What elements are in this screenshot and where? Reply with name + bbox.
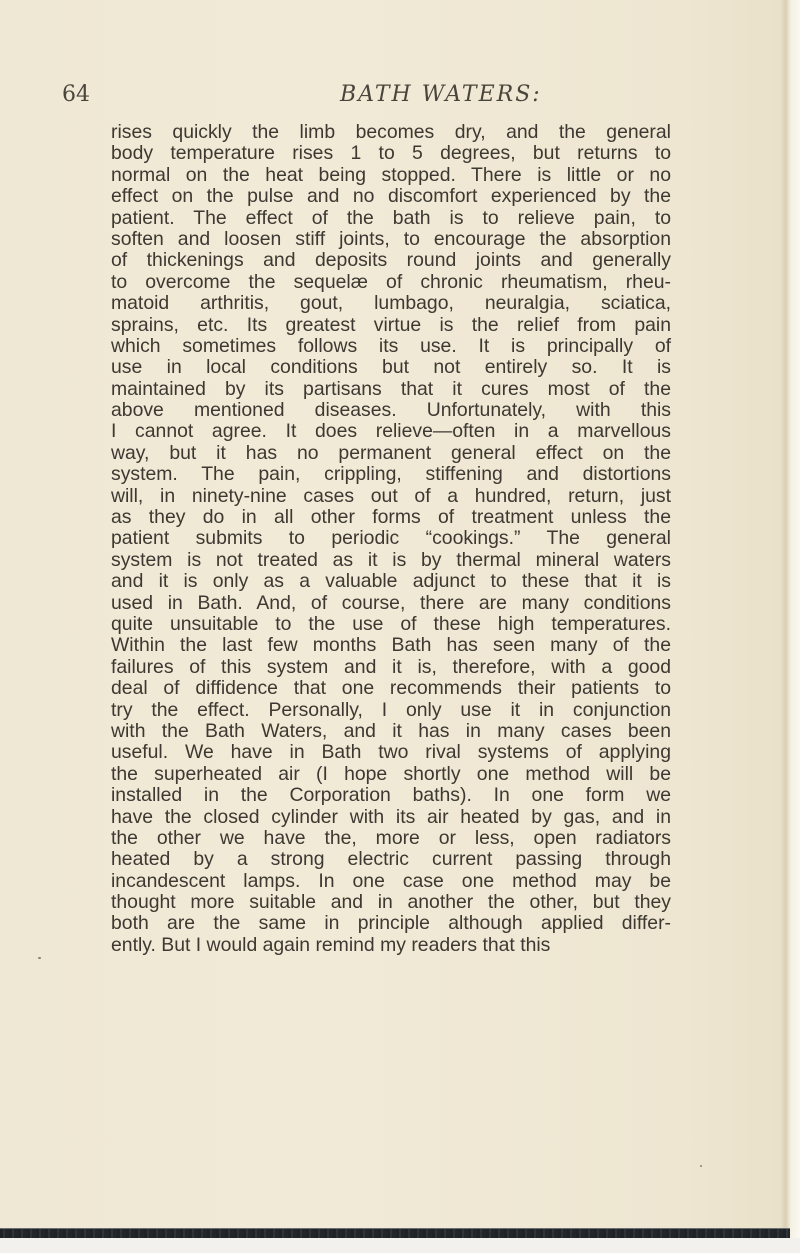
text-line: the superheated air (I hope shortly one method will be (111, 762, 671, 785)
page-header (62, 82, 662, 112)
text-line: rises quickly the limb becomes dry, and the general (111, 121, 671, 143)
text-line: matoid arthritis, gout, lumbago, neuralgia, sciatica, (111, 292, 671, 315)
text-line: incandescent lamps. In one case one method may be (111, 869, 671, 892)
text-line: will, in ninety-nine cases out of a hundred, return, just (111, 484, 671, 507)
text-line: way, but it has no permanent general effect on the (111, 441, 671, 464)
text-line: failures of this system and it is, therefore, with a good (111, 655, 671, 678)
text-line: system. The pain, crippling, stiffening and distortions (111, 463, 671, 486)
text-line: thought more suitable and in another the other, but they (111, 891, 671, 914)
paper-speck (700, 1165, 702, 1167)
text-line: effect on the pulse and no discomfort experienced by the (111, 185, 671, 208)
text-line: with the Bath Waters, and it has in many cases been (111, 719, 671, 742)
scan-margin (0, 1238, 800, 1253)
text-line: I cannot agree. It does relieve—often in a marvellous (111, 420, 671, 443)
text-line: soften and loosen stiff joints, to encourage the absorption (111, 227, 671, 250)
text-line: as they do in all other forms of treatment unless the (111, 506, 671, 529)
text-line: installed in the Corporation baths). In one form we (111, 784, 671, 807)
text-line: ently. But I would again remind my readers that this (111, 933, 551, 956)
page-number: 64 (62, 82, 90, 107)
text-line: quite unsuitable to the use of these high temperatures. (111, 612, 671, 635)
body-text (111, 122, 671, 956)
text-line: have the closed cylinder with its air heated by gas, and in (111, 805, 671, 828)
text-line: the other we have the, more or less, open radiators (111, 826, 671, 849)
page-edge (786, 0, 800, 1253)
text-line: sprains, etc. Its greatest virtue is the relief from pain (111, 313, 671, 336)
text-line: of thickenings and deposits round joints and generally (111, 249, 671, 272)
text-line: maintained by its partisans that it cures most of the (111, 377, 671, 400)
text-line: which sometimes follows its use. It is principally of (111, 334, 671, 357)
text-line: body temperature rises 1 to 5 degrees, but returns to (111, 142, 671, 165)
running-title: BATH WATERS: (340, 82, 542, 107)
paper-speck (38, 957, 41, 959)
text-line: Within the last few months Bath has seen many of the (111, 634, 671, 657)
text-line: patient submits to periodic “cookings.” The general (111, 527, 671, 550)
text-line: heated by a strong electric current passing through (111, 848, 671, 871)
text-line: used in Bath. And, of course, there are many conditions (111, 591, 671, 614)
text-line: useful. We have in Bath two rival systems of applying (111, 741, 671, 764)
text-line: system is not treated as it is by thermal mineral waters (111, 548, 671, 571)
text-line: to overcome the sequelæ of chronic rheumatism, rheu- (111, 270, 671, 293)
text-line: above mentioned diseases. Unfortunately, with this (111, 399, 671, 422)
text-line: both are the same in principle although applied differ- (111, 912, 671, 935)
text-line: deal of diffidence that one recommends their patients to (111, 677, 671, 700)
text-line: try the effect. Personally, I only use it in conjunction (111, 698, 671, 721)
text-line: and it is only as a valuable adjunct to these that it is (111, 570, 671, 593)
text-line: patient. The effect of the bath is to relieve pain, to (111, 206, 671, 229)
text-line: use in local conditions but not entirely so. It is (111, 356, 671, 379)
text-line: normal on the heat being stopped. There is little or no (111, 163, 671, 186)
